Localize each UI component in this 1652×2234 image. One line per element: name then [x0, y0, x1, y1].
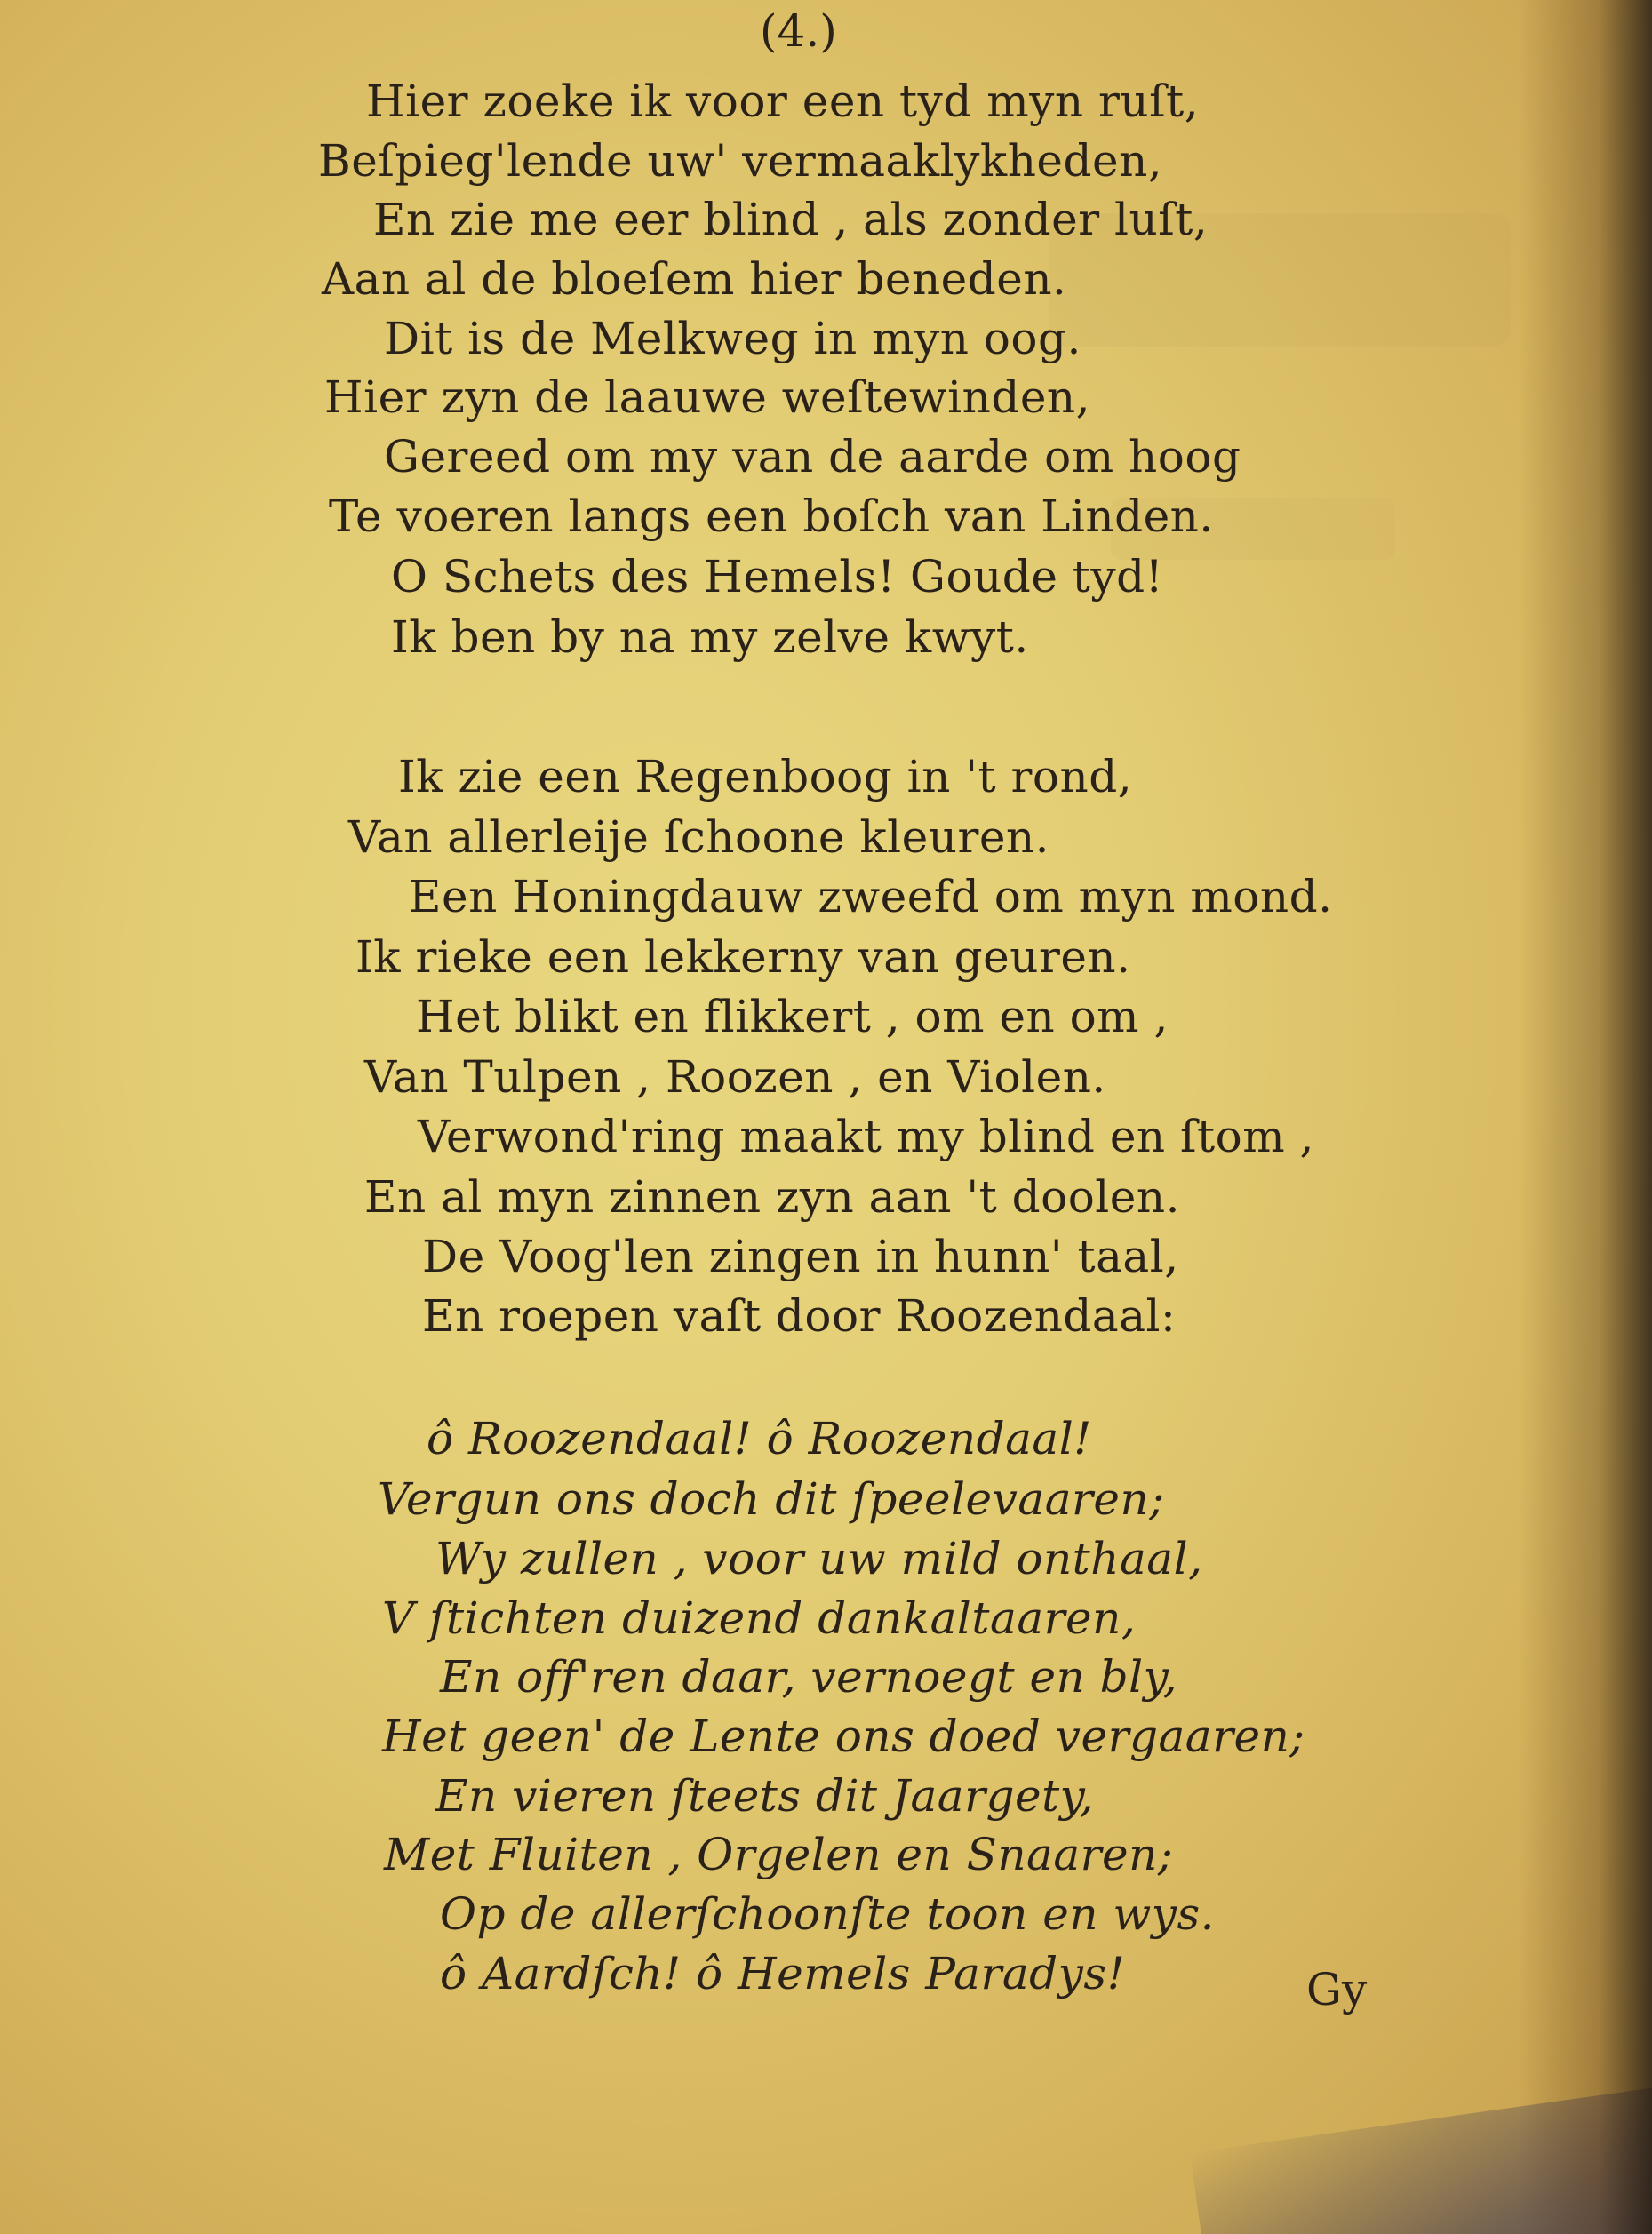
verse-line: ô Aardſch! ô Hemels Paradys!	[440, 1948, 1126, 1999]
verse-line: En al myn zinnen zyn aan 't doolen.	[364, 1171, 1180, 1223]
verse-line: ô Roozendaal! ô Roozendaal!	[427, 1413, 1092, 1464]
verse-line: Verwond'ring maakt my blind en ſtom ,	[418, 1111, 1314, 1162]
verse-line: Van Tulpen , Roozen , en Violen.	[364, 1051, 1106, 1103]
verse-line: Het geen' de Lente ons doed vergaaren;	[382, 1711, 1305, 1762]
verse-line: Wy zullen , voor uw mild onthaal,	[435, 1533, 1203, 1584]
verse-line: En zie me eer blind , als zonder luſt,	[373, 194, 1209, 245]
verse-line: Beſpieg'lende uw' vermaaklykheden,	[318, 135, 1163, 187]
verse-line: O Schets des Hemels! Goude tyd!	[391, 551, 1164, 602]
verse-line: Het blikt en flikkert , om en om ,	[416, 991, 1169, 1042]
verse-line: De Voog'len zingen in hunn' taal,	[422, 1231, 1179, 1282]
verse-line: V ſtichten duizend dankaltaaren,	[382, 1592, 1137, 1644]
verse-line: En vieren ſteets dit Jaargety,	[435, 1770, 1095, 1822]
verse-line: Aan al de bloeſem hier beneden.	[322, 253, 1067, 305]
verse-line: En roepen vaſt door Roozendaal:	[422, 1290, 1177, 1342]
catchword: Gy	[1306, 1964, 1368, 2015]
verse-line: Dit is de Melkweg in myn oog.	[384, 313, 1081, 364]
verse-line: Van allerleije ſchoone kleuren.	[348, 811, 1050, 863]
verse-line: Ik zie een Regenboog in 't rond,	[398, 751, 1133, 802]
verse-line: Ik ben by na my zelve kwyt.	[391, 611, 1029, 663]
verse-line: Te voeren langs een boſch van Linden.	[329, 491, 1214, 542]
verse-line: Gereed om my van de aarde om hoog	[384, 431, 1241, 483]
verse-line: Ik rieke een lekkerny van geuren.	[355, 931, 1131, 983]
verse-line: Een Honingdauw zweefd om myn mond.	[409, 871, 1333, 922]
page-number: (4.)	[760, 5, 837, 57]
page-edge-shadow	[1190, 2078, 1652, 2234]
verse-line: Op de allerſchoonſte toon en wys.	[440, 1888, 1216, 1940]
verse-line: Met Fluiten , Orgelen en Snaaren;	[384, 1829, 1174, 1880]
verse-line: Hier zoeke ik voor een tyd myn ruſt,	[366, 76, 1200, 127]
verse-line: Hier zyn de laauwe weſtewinden,	[324, 371, 1091, 423]
verse-line: Vergun ons doch dit ſpeelevaaren;	[378, 1473, 1165, 1525]
verse-line: En off'ren daar, vernoegt en bly,	[440, 1651, 1178, 1703]
